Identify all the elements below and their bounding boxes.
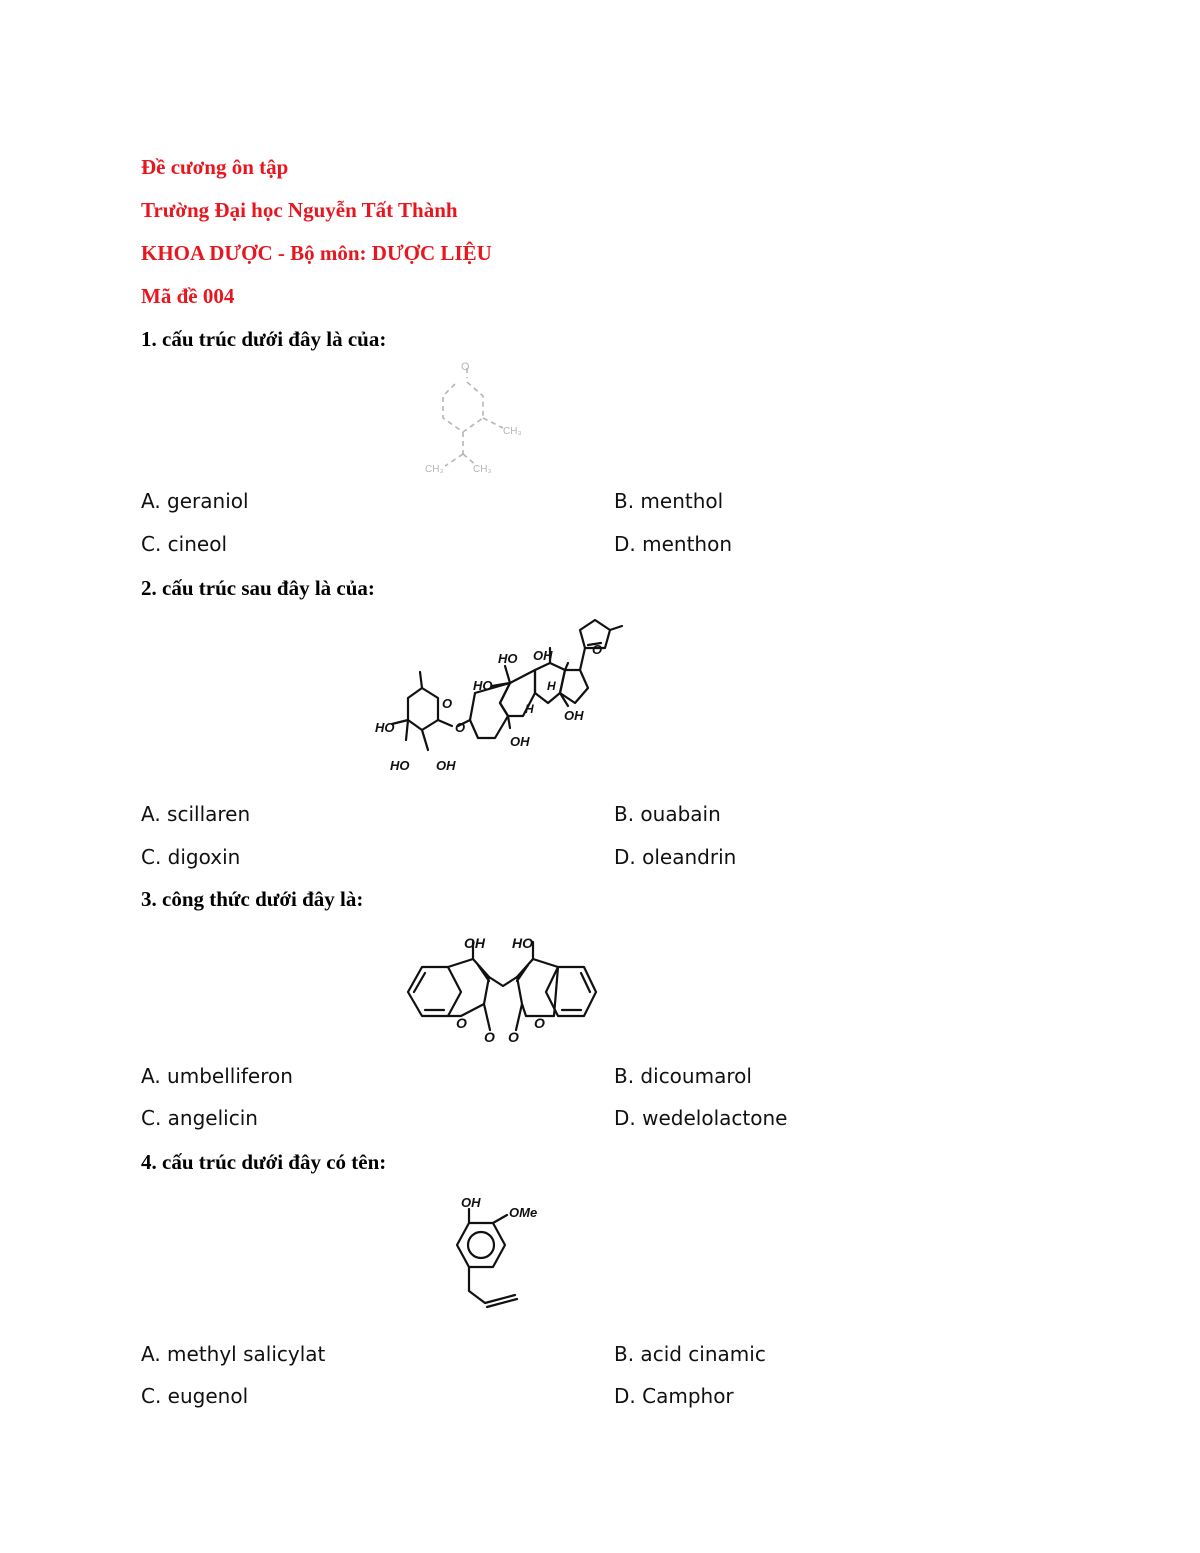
q2-label-9: HO <box>390 758 410 773</box>
exam-code: Mã đề 004 <box>141 284 235 308</box>
school-name: Trường Đại học Nguyễn Tất Thành <box>141 198 458 222</box>
q2-label-6: OH <box>564 708 584 723</box>
q2-label-3: HO <box>473 678 493 693</box>
q3-option-b[interactable]: B. dicoumarol <box>614 1064 752 1088</box>
question-1-structure <box>415 356 535 481</box>
q4-label-1: OMe <box>509 1205 538 1220</box>
q2-label-1: HO <box>498 651 518 666</box>
q2-label-0: O <box>592 642 603 657</box>
doc-title: Đề cương ôn tập <box>141 155 289 179</box>
q1-option-a[interactable]: A. geraniol <box>141 489 249 513</box>
q2-option-a[interactable]: A. scillaren <box>141 802 251 826</box>
q2-label-4: H <box>547 679 556 693</box>
q3-label-4: O <box>508 1029 519 1045</box>
q3-label-2: O <box>456 1015 467 1031</box>
q4-option-b[interactable]: B. acid cinamic <box>614 1342 766 1366</box>
question-1-prompt: 1. cấu trúc dưới đây là của: <box>141 327 387 351</box>
q3-option-a[interactable]: A. umbelliferon <box>141 1064 293 1088</box>
q3-label-0: OH <box>464 935 485 951</box>
q1-label-3: CH₃ <box>473 464 492 475</box>
question-3-prompt: 3. công thức dưới đây là: <box>141 887 364 911</box>
q2-option-c[interactable]: C. digoxin <box>141 845 241 869</box>
q3-option-c[interactable]: C. angelicin <box>141 1106 258 1130</box>
q2-label-10: OH <box>436 758 456 773</box>
q2-label-7: OH <box>510 734 530 749</box>
q1-option-d[interactable]: D. menthon <box>614 532 733 556</box>
q1-option-c[interactable]: C. cineol <box>141 532 228 556</box>
q4-option-a[interactable]: A. methyl salicylat <box>141 1342 326 1366</box>
q1-label-2: CH₃ <box>425 464 444 475</box>
q2-option-b[interactable]: B. ouabain <box>614 802 721 826</box>
question-4-structure <box>435 1195 555 1320</box>
q2-label-12: O <box>455 720 466 735</box>
question-2-structure <box>370 608 640 783</box>
q3-label-3: O <box>484 1029 495 1045</box>
question-2-prompt: 2. cấu trúc sau đây là của: <box>141 576 375 600</box>
q3-label-1: HO <box>512 935 533 951</box>
q4-option-d[interactable]: D. Camphor <box>614 1384 734 1408</box>
q1-label-0: O <box>461 361 470 373</box>
q1-option-b[interactable]: B. menthol <box>614 489 724 513</box>
q2-label-2: OH <box>533 648 553 663</box>
department-name: KHOA DƯỢC - Bộ môn: DƯỢC LIỆU <box>141 241 492 265</box>
q1-label-1: CH₃ <box>503 426 522 437</box>
question-4-prompt: 4. cấu trúc dưới đây có tên: <box>141 1150 387 1174</box>
q3-option-d[interactable]: D. wedelolactone <box>614 1106 788 1130</box>
q2-label-8: HO <box>375 720 395 735</box>
q2-label-5: H <box>525 702 534 716</box>
q2-label-11: O <box>442 696 453 711</box>
q3-label-5: O <box>534 1015 545 1031</box>
q2-option-d[interactable]: D. oleandrin <box>614 845 737 869</box>
question-3-structure <box>398 932 603 1047</box>
q4-label-0: OH <box>461 1195 481 1210</box>
q4-option-c[interactable]: C. eugenol <box>141 1384 249 1408</box>
